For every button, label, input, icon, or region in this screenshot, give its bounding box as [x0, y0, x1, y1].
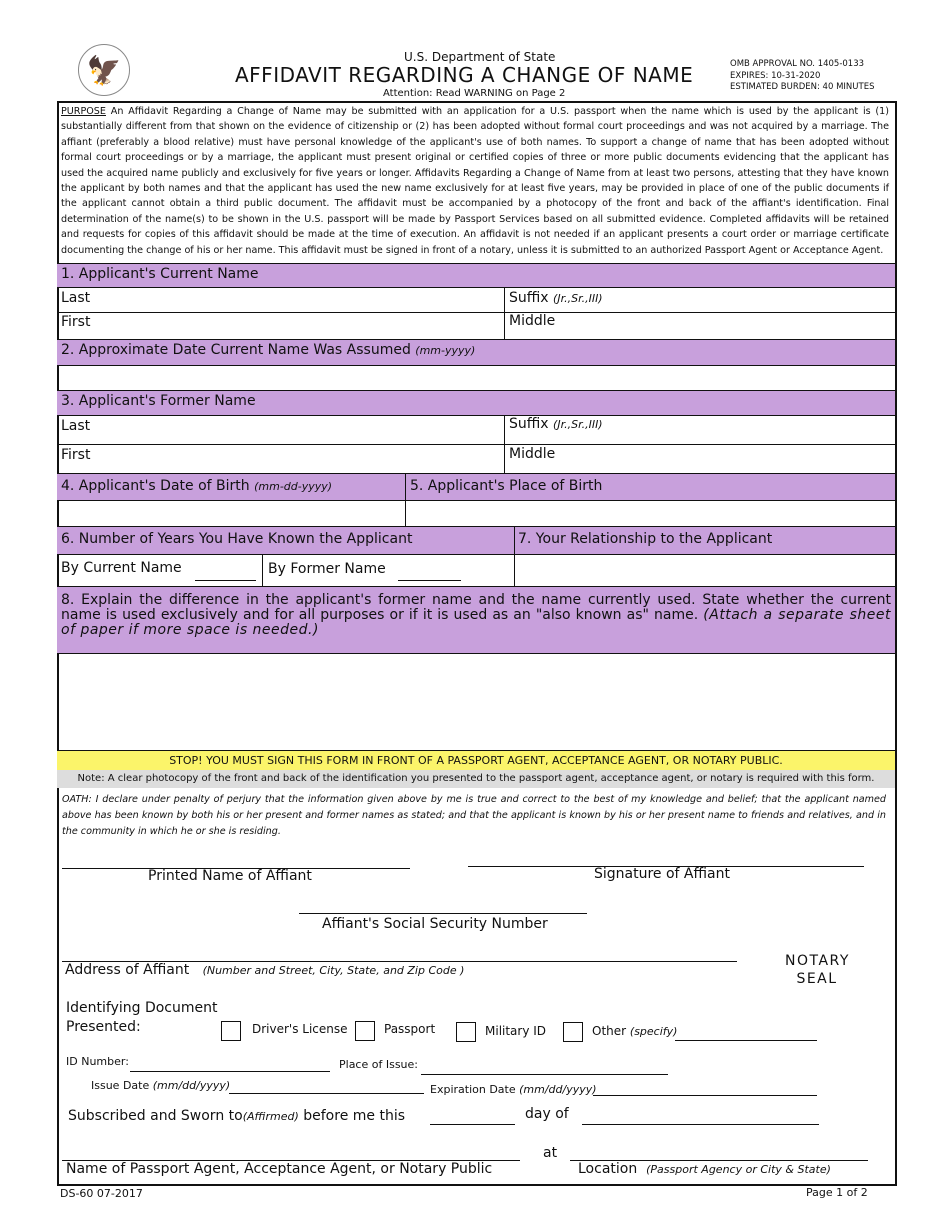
- label: Middle: [509, 446, 556, 462]
- divider: [504, 287, 505, 339]
- section-1-title: 1. Applicant's Current Name: [61, 266, 259, 282]
- place-of-issue-field[interactable]: [421, 1074, 668, 1075]
- label: Suffix: [509, 290, 549, 306]
- military-id-label: Military ID: [485, 1024, 547, 1038]
- by-former-name-label: By Former Name: [268, 561, 386, 577]
- id-doc-label: [66, 999, 217, 1037]
- section-5-title: 5. Applicant's Place of Birth: [410, 478, 603, 494]
- current-suffix-field[interactable]: [509, 290, 603, 306]
- divider: [57, 312, 895, 313]
- former-middle-field[interactable]: [509, 446, 555, 462]
- department: U.S. Department of State: [404, 50, 556, 64]
- label: Other: [592, 1024, 627, 1038]
- label: Middle: [509, 313, 556, 329]
- current-middle-field[interactable]: [509, 313, 555, 329]
- place-of-issue-label: Place of Issue:: [339, 1058, 418, 1071]
- form-number: DS-60 07-2017: [60, 1187, 143, 1200]
- location-label: [578, 1161, 831, 1177]
- other-label: [592, 1024, 677, 1038]
- divider: [57, 444, 895, 445]
- section-8-title: 8. Explain the difference in the applicant's former name and the name currently used. State whether the current name is used exclusively and for all purposes or if it is used as an "also known as" name.: [61, 592, 891, 623]
- other-specify-field[interactable]: [675, 1040, 817, 1041]
- issue-date-label: [91, 1079, 230, 1092]
- place-of-birth-field[interactable]: [406, 500, 894, 526]
- label: Last: [61, 290, 91, 306]
- agent-name-label: Name of Passport Agent, Acceptance Agent, or Notary Public: [66, 1161, 493, 1177]
- label: Presented:: [66, 1019, 141, 1035]
- section-1-header: [57, 263, 895, 288]
- divider: [504, 415, 505, 473]
- hint: (mm/dd/yyyy): [152, 1079, 231, 1092]
- day-of-label: day of: [525, 1106, 569, 1122]
- hint: (Affirmed): [242, 1110, 299, 1123]
- section-7-title: 7. Your Relationship to the Applicant: [518, 531, 773, 547]
- sworn-label: [68, 1108, 405, 1124]
- notary-text: NOTARY: [785, 953, 850, 969]
- section-8-header: [57, 586, 895, 654]
- notary-seal: [785, 952, 849, 988]
- purpose-label: PURPOSE: [61, 106, 106, 117]
- hint: (Number and Street, City, State, and Zip Code ): [202, 964, 465, 977]
- former-first-field[interactable]: [61, 447, 90, 463]
- printed-name-label: Printed Name of Affiant: [148, 868, 312, 884]
- hint: (Attach a separate sheet of paper if more space is needed.): [61, 607, 891, 638]
- ssn-label: Affiant's Social Security Number: [322, 916, 548, 932]
- seal-text: SEAL: [796, 971, 838, 987]
- form-title: AFFIDAVIT REGARDING A CHANGE OF NAME: [235, 63, 694, 87]
- section-2-header: [57, 339, 895, 366]
- expires: EXPIRES: 10-31-2020: [730, 71, 821, 81]
- sworn-month-field[interactable]: [582, 1124, 819, 1125]
- at-label: at: [543, 1145, 558, 1161]
- label: Subscribed and Sworn to: [68, 1108, 243, 1124]
- drivers-license-checkbox[interactable]: [221, 1021, 241, 1041]
- label: Location: [578, 1161, 638, 1177]
- note-banner: Note: A clear photocopy of the front and back of the identification you presented to the passport agent, acceptance agent, or notary is required with this form.: [57, 770, 895, 788]
- section-4-title: [57, 476, 336, 496]
- dob-field[interactable]: [58, 500, 404, 526]
- stop-banner: STOP! YOU MUST SIGN THIS FORM IN FRONT OF A PASSPORT AGENT, ACCEPTANCE AGENT, OR NOTARY PUBLIC.: [57, 750, 895, 771]
- hint: (mm-yyyy): [415, 344, 476, 357]
- expiration-date-label: [430, 1083, 597, 1096]
- section-3-header: [57, 390, 895, 416]
- title: 4. Applicant's Date of Birth: [61, 478, 250, 494]
- hint: (mm-dd-yyyy): [254, 480, 333, 493]
- passport-label: Passport: [384, 1022, 436, 1036]
- explanation-field[interactable]: [58, 651, 894, 749]
- hint: (Jr.,Sr.,III): [553, 418, 603, 431]
- signature-label: Signature of Affiant: [594, 866, 730, 882]
- divider: [262, 554, 263, 586]
- label: Issue Date: [91, 1079, 150, 1092]
- issue-date-field[interactable]: [229, 1093, 424, 1094]
- omb-number: OMB APPROVAL NO. 1405-0133: [730, 59, 865, 69]
- date-assumed-field[interactable]: [58, 366, 894, 390]
- section-2-title: 2. Approximate Date Current Name Was Assumed: [61, 342, 411, 358]
- relationship-field[interactable]: [515, 554, 894, 586]
- hint: (specify): [629, 1025, 678, 1038]
- attention: Attention: Read WARNING on Page 2: [383, 88, 566, 99]
- former-suffix-field[interactable]: [509, 416, 603, 432]
- ssn-field[interactable]: [299, 913, 587, 914]
- passport-checkbox[interactable]: [355, 1021, 375, 1041]
- label: Identifying Document: [66, 1000, 218, 1016]
- section-3-title: 3. Applicant's Former Name: [61, 393, 256, 409]
- label: before me this: [303, 1108, 406, 1124]
- hint: (Jr.,Sr.,III): [553, 292, 603, 305]
- label: Expiration Date: [430, 1083, 516, 1096]
- label: Suffix: [509, 416, 549, 432]
- seal-logo: 🦅: [78, 44, 130, 96]
- by-current-name-field[interactable]: [195, 580, 256, 581]
- by-current-name-label: By Current Name: [61, 560, 182, 576]
- purpose-text: [61, 104, 889, 258]
- current-first-field[interactable]: [61, 314, 90, 330]
- sworn-day-field[interactable]: [430, 1124, 515, 1125]
- expiration-date-field[interactable]: [593, 1095, 817, 1096]
- burden: ESTIMATED BURDEN: 40 MINUTES: [730, 82, 875, 92]
- other-checkbox[interactable]: [563, 1022, 583, 1042]
- page-number: Page 1 of 2: [806, 1186, 868, 1199]
- hint: (Passport Agency or City & State): [646, 1163, 831, 1176]
- id-number-field[interactable]: [130, 1071, 330, 1072]
- military-id-checkbox[interactable]: [456, 1022, 476, 1042]
- label: Last: [61, 418, 91, 434]
- label: First: [61, 447, 91, 463]
- hint: (mm/dd/yyyy): [519, 1083, 597, 1096]
- address-label: [65, 962, 464, 978]
- label: Address of Affiant: [65, 962, 190, 978]
- section-6-title: 6. Number of Years You Have Known the Applicant: [61, 531, 413, 547]
- label: First: [61, 314, 91, 330]
- oath-text: OATH: I declare under penalty of perjury that the information given above by me is true and correct to the best of my knowledge and belief; that the applicant named above has been known by both his or her present and former names as stated; and that the applicant is known by his or her present name to friends and relatives, and in the community in which he or she is residing.: [62, 794, 886, 837]
- current-last-field[interactable]: [61, 290, 90, 306]
- by-former-name-field[interactable]: [398, 580, 461, 581]
- id-number-label: ID Number:: [66, 1055, 129, 1068]
- purpose-body: An Affidavit Regarding a Change of Name may be submitted with an application for a U.S. passport when the name which is used by the applicant is (1) substantially different from that shown on the evidence of citizenship or (2) has been adopted without formal court proceedings and was not acquired by a marriage. The affiant (preferably a blood relative) must have personal knowledge of the applicant's use of both names. To support a change of name that has been adopted without formal court proceedings or by a marriage, the applicant must present original or certified copies of three or more public documents evidencing that the applicant has used the acquired name publicly and exclusively for five years or longer. Affidavits Regarding a Change of Name from at least two persons, attesting that they have known the applicant by both names and that the applicant has used the new name exclusively for at least five years, may be provided in place of one of the public documents if the applicant cannot obtain a third public document. The affidavit must be accompanied by a photocopy of the front and back of the affiant's identification. Final determination of the name(s) to be shown in the U.S. passport will be made by Passport Services based on all submitted evidence. Completed affidavits will be retained and requests for copies of this affidavit should be made at the time of execution. An affidavit is not needed if an applicant presents a court order or marriage certificate documenting the change of his or her name. This affidavit must be signed in front of a notary, unless it is submitted to an authorized Passport Agent or Acceptance Agent.: [61, 106, 889, 256]
- former-last-field[interactable]: [61, 418, 90, 434]
- drivers-license-label: Driver's License: [252, 1022, 348, 1036]
